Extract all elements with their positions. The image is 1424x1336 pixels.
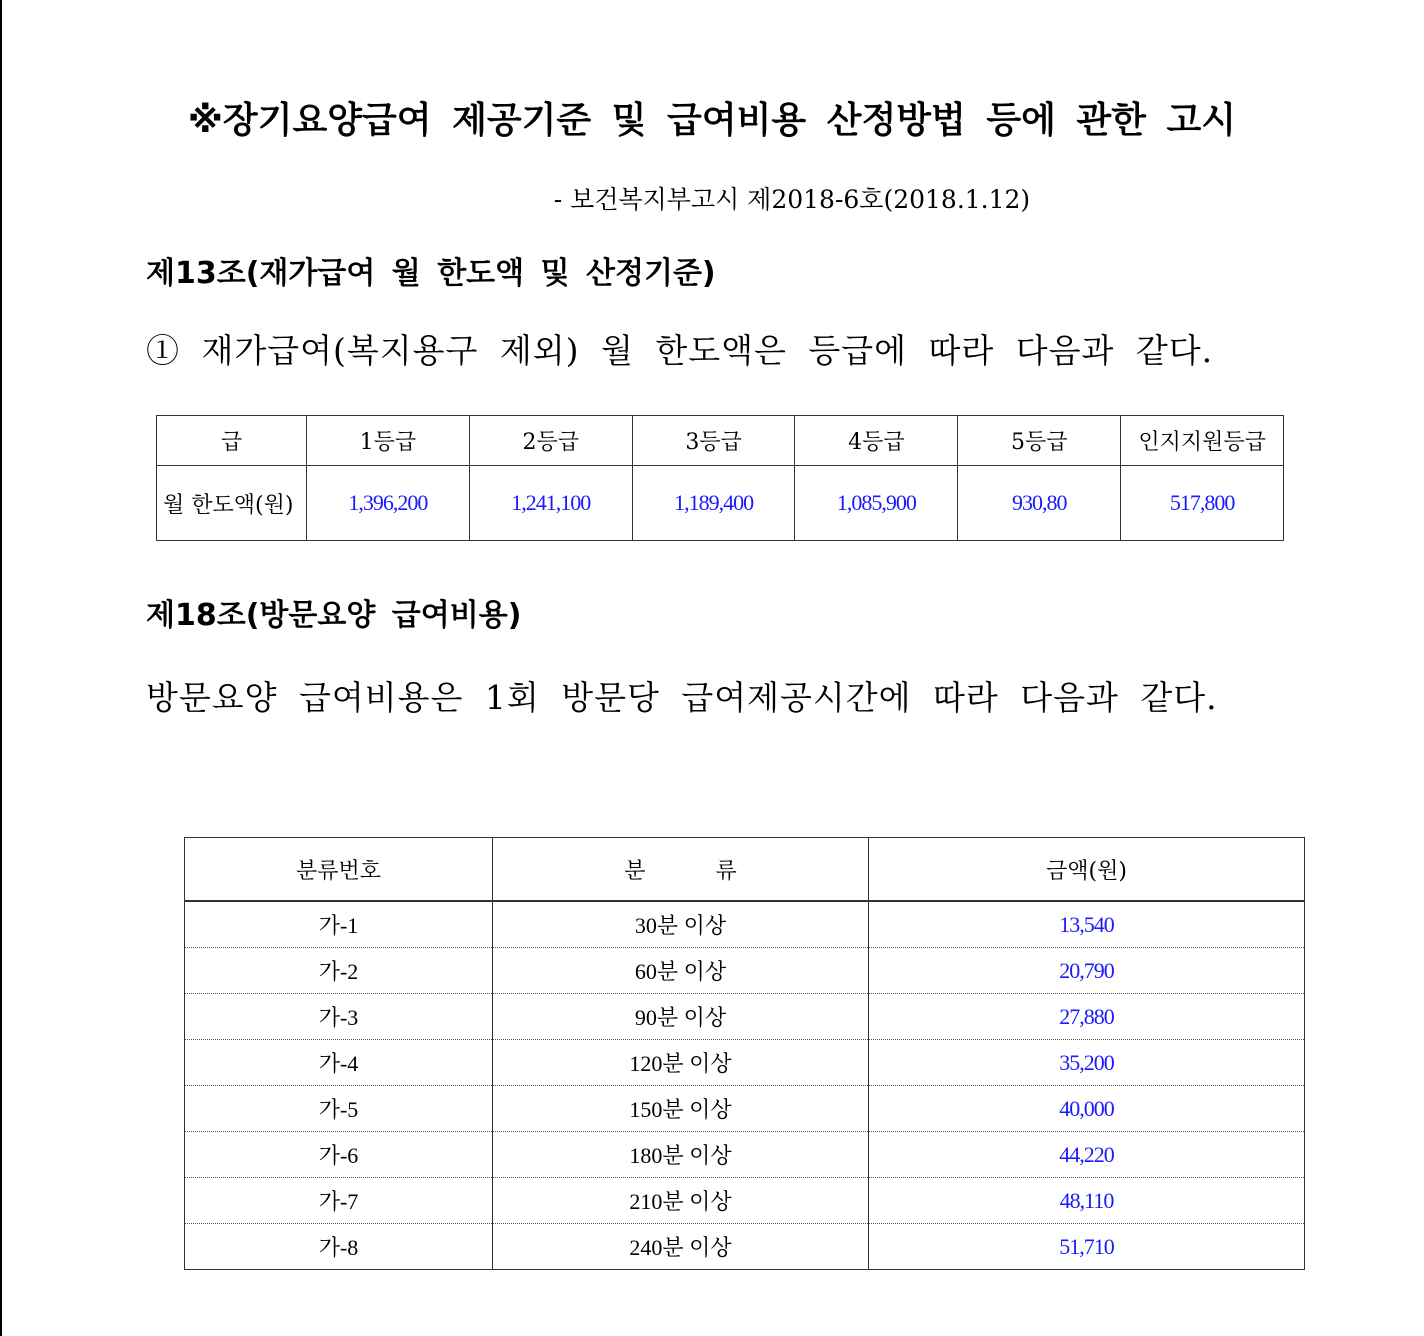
limit-grade-2: 2등급: [469, 416, 632, 466]
fee-category: 180분 이상: [493, 1132, 869, 1178]
fee-header-category: 분 류: [493, 838, 869, 902]
limit-grade-5: 5등급: [958, 416, 1121, 466]
fee-code: 가-3: [185, 994, 493, 1040]
table-row: [185, 1086, 1305, 1132]
table-row: [185, 994, 1305, 1040]
table-row: [185, 1224, 1305, 1270]
fee-code: 가-4: [185, 1040, 493, 1086]
fee-header-amount: 금액(원): [869, 838, 1305, 902]
section-13-heading: 제13조(재가급여 월 한도액 및 산정기준): [146, 256, 716, 291]
fee-header-code: 분류번호: [185, 838, 493, 902]
fee-category: 60분 이상: [493, 948, 869, 994]
fee-amount: 51,710: [869, 1224, 1305, 1270]
limit-header-label: 급: [157, 416, 307, 466]
table-row: [185, 1040, 1305, 1086]
fee-amount: 40,000: [869, 1086, 1305, 1132]
fee-amount: 13,540: [869, 901, 1305, 948]
table-row: [185, 948, 1305, 994]
fee-category: 90분 이상: [493, 994, 869, 1040]
fee-category: 150분 이상: [493, 1086, 869, 1132]
monthly-limit-table: [156, 415, 1284, 541]
limit-grade-1: 1등급: [307, 416, 470, 466]
fee-category: 120분 이상: [493, 1040, 869, 1086]
fee-code: 가-7: [185, 1178, 493, 1224]
document-title: ※장기요양급여 제공기준 및 급여비용 산정방법 등에 관한 고시: [187, 100, 1237, 141]
table-row: [185, 1132, 1305, 1178]
section-18-paragraph: 방문요양 급여비용은 1회 방문당 급여제공시간에 따라 다음과 같다.: [146, 678, 1218, 717]
table-row: [185, 901, 1305, 948]
limit-grade-3: 3등급: [632, 416, 795, 466]
fee-category: 30분 이상: [493, 901, 869, 948]
limit-table-value-row: [157, 466, 1284, 541]
limit-grade-cognitive: 인지지원등급: [1121, 416, 1284, 466]
fee-code: 가-8: [185, 1224, 493, 1270]
fee-amount: 44,220: [869, 1132, 1305, 1178]
fee-code: 가-1: [185, 901, 493, 948]
fee-amount: 20,790: [869, 948, 1305, 994]
fee-amount: 48,110: [869, 1178, 1305, 1224]
document-subtitle: - 보건복지부고시 제2018-6호(2018.1.12): [553, 185, 1031, 214]
fee-table-header-row: [185, 838, 1305, 902]
limit-amount-5: 930,80: [958, 466, 1121, 541]
table-row: [185, 1178, 1305, 1224]
fee-amount: 35,200: [869, 1040, 1305, 1086]
limit-grade-4: 4등급: [795, 416, 958, 466]
fee-code: 가-6: [185, 1132, 493, 1178]
limit-amount-2: 1,241,100: [469, 466, 632, 541]
limit-table-header-row: [157, 416, 1284, 466]
limit-row-label: 월 한도액(원): [157, 466, 307, 541]
limit-amount-cognitive: 517,800: [1121, 466, 1284, 541]
fee-code: 가-5: [185, 1086, 493, 1132]
fee-code: 가-2: [185, 948, 493, 994]
fee-category: 240분 이상: [493, 1224, 869, 1270]
limit-amount-3: 1,189,400: [632, 466, 795, 541]
limit-amount-1: 1,396,200: [307, 466, 470, 541]
home-visit-fee-table: [184, 837, 1305, 1270]
fee-category: 210분 이상: [493, 1178, 869, 1224]
fee-amount: 27,880: [869, 994, 1305, 1040]
section-18-heading: 제18조(방문요양 급여비용): [146, 598, 522, 633]
section-13-paragraph: ① 재가급여(복지용구 제외) 월 한도액은 등급에 따라 다음과 같다.: [146, 331, 1214, 370]
limit-amount-4: 1,085,900: [795, 466, 958, 541]
